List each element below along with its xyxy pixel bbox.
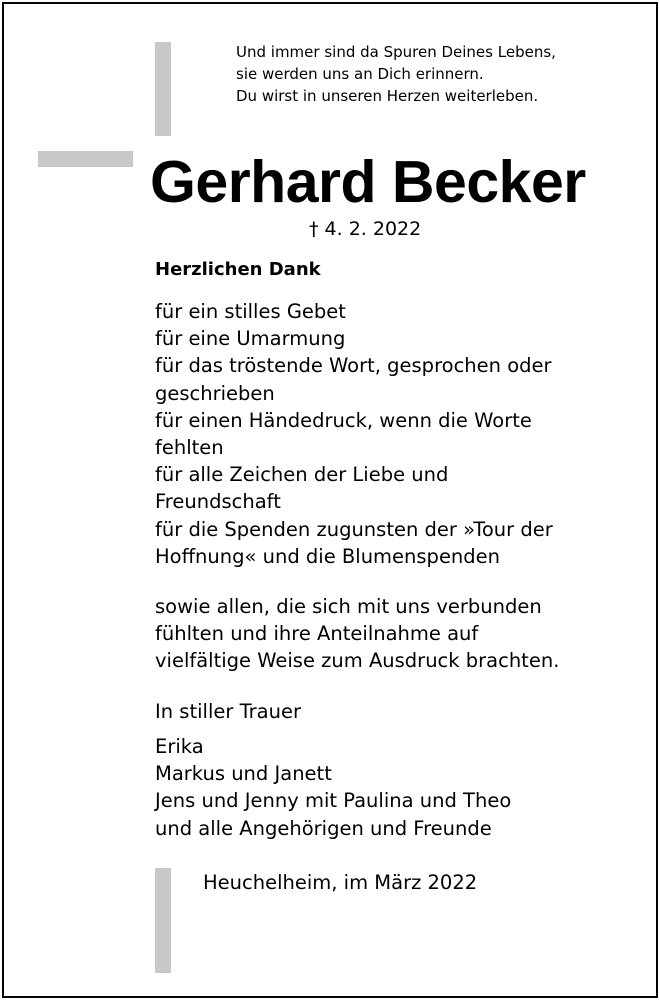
mourning-intro: In stiller Trauer xyxy=(155,700,301,723)
thanks-line: Freundschaft xyxy=(155,490,281,514)
motto-line: Und immer sind da Spuren Deines Lebens, xyxy=(236,43,556,61)
cross-vertical-bar-top xyxy=(155,42,171,136)
motto-line: Du wirst in unseren Herzen weiterleben. xyxy=(236,87,539,105)
thanks-line: Hoffnung« und die Blumenspenden xyxy=(155,544,501,568)
cross-horizontal-bar xyxy=(38,151,133,167)
closing-line: fühlten und ihre Anteilnahme auf xyxy=(155,622,479,646)
closing-line: vielfältige Weise zum Ausdruck brachten. xyxy=(155,649,560,673)
family-line: und alle Angehörigen und Freunde xyxy=(155,816,492,840)
thanks-line: für die Spenden zugunsten der »Tour der xyxy=(155,517,553,541)
thanks-line: für alle Zeichen der Liebe und xyxy=(155,463,449,487)
thanks-line: für ein stilles Gebet xyxy=(155,300,346,323)
thanks-list xyxy=(155,298,625,570)
place-and-date: Heuchelheim, im März 2022 xyxy=(203,871,478,894)
motto-quote xyxy=(236,41,636,107)
cross-vertical-bar-bottom xyxy=(155,868,171,973)
thanks-line: für einen Händedruck, wenn die Worte xyxy=(155,408,532,432)
thanks-heading: Herzlichen Dank xyxy=(155,259,321,280)
closing-paragraph xyxy=(155,593,625,675)
motto-line: sie werden uns an Dich erinnern. xyxy=(236,65,484,83)
family-signatures xyxy=(155,733,625,842)
family-line: Erika xyxy=(155,735,204,758)
thanks-line: für das tröstende Wort, gesprochen oder xyxy=(155,354,552,378)
closing-line: sowie allen, die sich mit uns verbunden xyxy=(155,595,542,618)
family-line: Jens und Jenny mit Paulina und Theo xyxy=(155,789,512,813)
death-date: † 4. 2. 2022 xyxy=(309,218,422,240)
thanks-line: fehlten xyxy=(155,436,224,460)
family-line: Markus und Janett xyxy=(155,762,332,786)
deceased-name: Gerhard Becker xyxy=(150,149,586,215)
thanks-line: geschrieben xyxy=(155,381,275,405)
thanks-line: für eine Umarmung xyxy=(155,327,346,351)
